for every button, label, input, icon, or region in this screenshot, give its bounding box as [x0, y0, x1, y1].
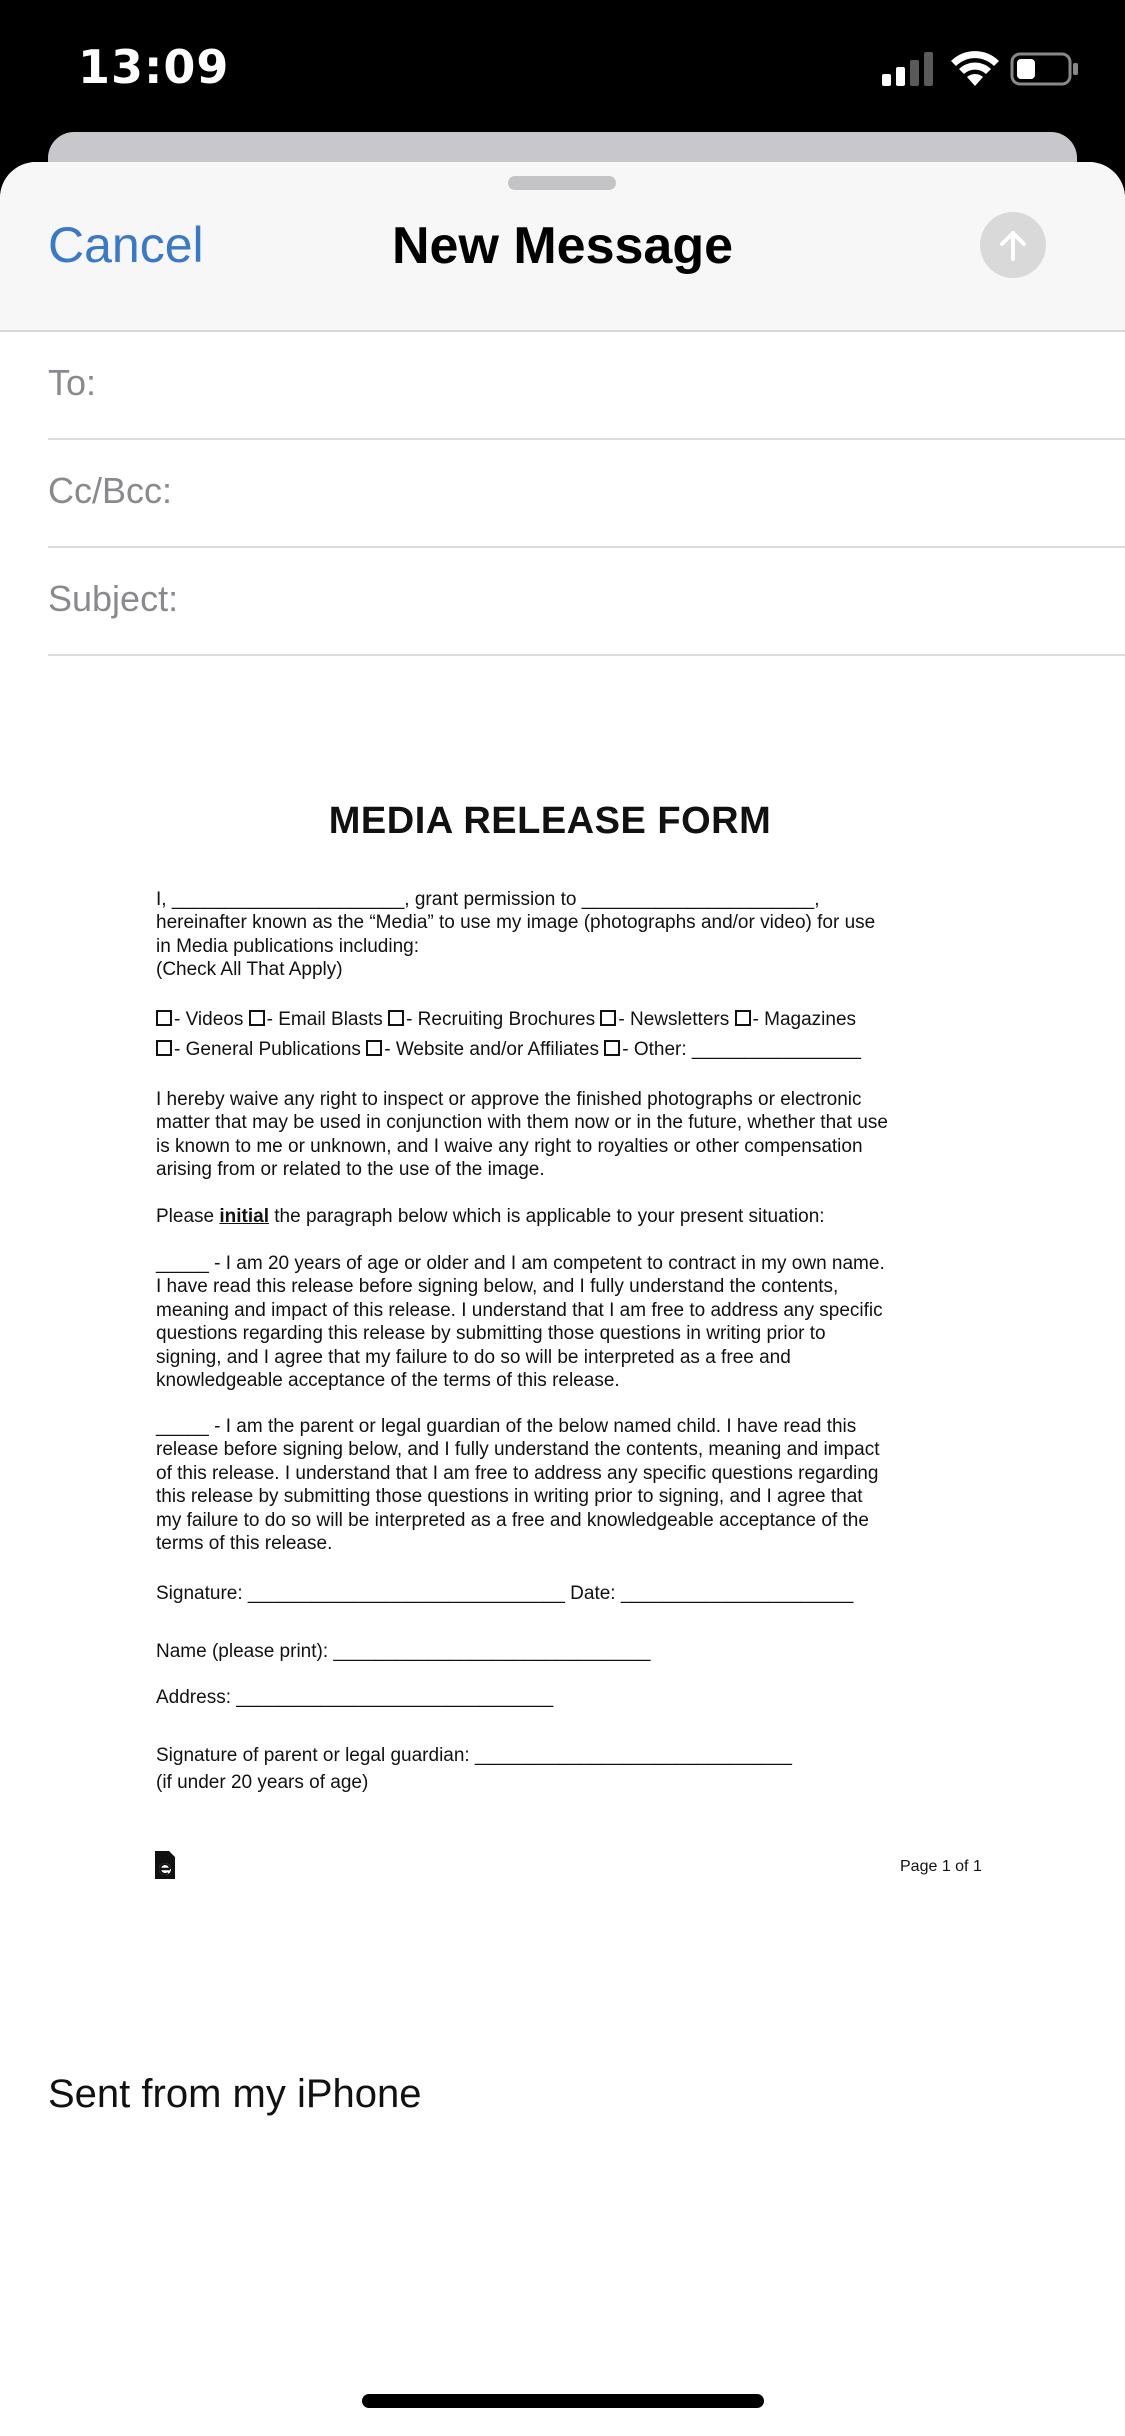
checkbox-icon — [735, 1010, 751, 1026]
ccbcc-field[interactable] — [48, 440, 1125, 548]
option-label: - Recruiting Brochures — [406, 1009, 596, 1030]
signature-date-line: Signature: ______________________________ Date: ______________________ — [156, 1583, 854, 1604]
guardian-signature-note: (if under 20 years of age) — [156, 1772, 369, 1794]
compose-header — [0, 162, 1125, 332]
adult-line: I have read this release before signing below, and I fully understand the contents, — [156, 1276, 839, 1298]
guardian-line: _____ - I am the parent or legal guardian of the below named child. I have read this — [156, 1416, 857, 1437]
subject-field[interactable] — [48, 548, 1125, 656]
guardian-line: my failure to do so will be interpreted as a free and knowledgeable acceptance of the — [156, 1509, 869, 1531]
checkbox-icon — [600, 1010, 616, 1026]
cancel-button[interactable]: Cancel — [48, 217, 204, 273]
check-all-text: (Check All That Apply) — [156, 959, 343, 980]
waiver-line: is known to me or unknown, and I waive any right to royalties or other compensation — [156, 1135, 863, 1157]
intro-line: I, ______________________, grant permission to ______________________, — [156, 889, 820, 910]
subject-label: Subject: — [48, 578, 179, 619]
intro-line: hereinafter known as the “Media” to use my image (photographs and/or video) for use — [156, 912, 876, 934]
guardian-line: terms of this release. — [156, 1533, 333, 1555]
email-signature[interactable]: Sent from my iPhone — [48, 2072, 422, 2116]
option-label: - Newsletters — [618, 1009, 730, 1030]
document-intro — [156, 888, 976, 958]
option-label: - Magazines — [752, 1009, 857, 1030]
page-indicator: Page 1 of 1 — [900, 1858, 982, 1875]
adult-line: meaning and impact of this release. I understand that I am free to address any specific — [156, 1299, 883, 1321]
option-label: - Other: ________________ — [622, 1039, 862, 1060]
cellular-signal-icon — [880, 52, 936, 86]
adult-paragraph — [156, 1252, 976, 1392]
intro-line: in Media publications including: — [156, 935, 419, 957]
option-label: - Website and/or Affiliates — [384, 1039, 599, 1060]
attachment-document[interactable] — [150, 800, 990, 2140]
instruction-emphasis: initial — [219, 1206, 269, 1227]
guardian-paragraph — [156, 1415, 976, 1555]
option-label: - Email Blasts — [266, 1009, 383, 1030]
options-row-2 — [156, 1038, 976, 1061]
document-logo-icon — [154, 1850, 176, 1880]
guardian-line: of this release. I understand that I am free to address any specific questions regarding — [156, 1462, 879, 1484]
compose-sheet — [0, 162, 1125, 2436]
waiver-line: arising from or related to the use of the image. — [156, 1159, 545, 1181]
status-time: 13:09 — [78, 40, 230, 94]
guardian-line: this release by submitting those questions in writing prior to signing, and I agree that — [156, 1486, 863, 1508]
adult-line: knowledgeable acceptance of the terms of this release. — [156, 1370, 620, 1392]
page-title: New Message — [391, 217, 734, 275]
checkbox-icon — [388, 1010, 404, 1026]
adult-line: questions regarding this release by submitting those questions in writing prior to — [156, 1323, 826, 1345]
send-button[interactable] — [980, 212, 1046, 278]
name-line: Name (please print): ______________________________ — [156, 1641, 651, 1662]
checkbox-icon — [604, 1040, 620, 1056]
to-label: To: — [48, 362, 97, 403]
instruction-text: the paragraph below which is applicable to your present situation: — [269, 1206, 825, 1227]
adult-line: _____ - I am 20 years of age or older and I am competent to contract in my own name. — [156, 1253, 885, 1274]
adult-line: signing, and I agree that my failure to do so will be interpreted as a free and — [156, 1346, 791, 1368]
ccbcc-label: Cc/Bcc: — [48, 470, 173, 511]
to-field[interactable] — [48, 332, 1125, 440]
waiver-line: I hereby waive any right to inspect or approve the finished photographs or electronic — [156, 1089, 862, 1110]
checkbox-icon — [366, 1040, 382, 1056]
waiver-line: matter that may be used in conjunction with them now or in the future, whether that use — [156, 1112, 888, 1134]
guardian-signature-line — [156, 1744, 976, 1795]
option-label: - General Publications — [174, 1039, 361, 1060]
checkbox-icon — [156, 1010, 172, 1026]
guardian-signature-text: Signature of parent or legal guardian: ______________________________ — [156, 1745, 792, 1766]
instruction-text: Please — [156, 1206, 220, 1227]
waiver-paragraph — [156, 1088, 976, 1182]
battery-icon — [1010, 52, 1080, 86]
wifi-icon — [950, 48, 1000, 88]
guardian-line: release before signing below, and I fully understand the contents, meaning and impact — [156, 1439, 880, 1461]
address-line: Address: ______________________________ — [156, 1687, 554, 1708]
status-bar — [0, 0, 1125, 140]
options-row-1 — [156, 1008, 976, 1031]
document-title: MEDIA RELEASE FORM — [328, 800, 772, 842]
initial-instruction — [156, 1205, 976, 1228]
checkbox-icon — [156, 1040, 172, 1056]
checkbox-icon — [249, 1010, 265, 1026]
sheet-grabber[interactable] — [508, 176, 616, 190]
option-label: - Videos — [174, 1009, 244, 1030]
arrow-up-icon — [993, 225, 1033, 265]
home-indicator[interactable] — [362, 2394, 764, 2408]
